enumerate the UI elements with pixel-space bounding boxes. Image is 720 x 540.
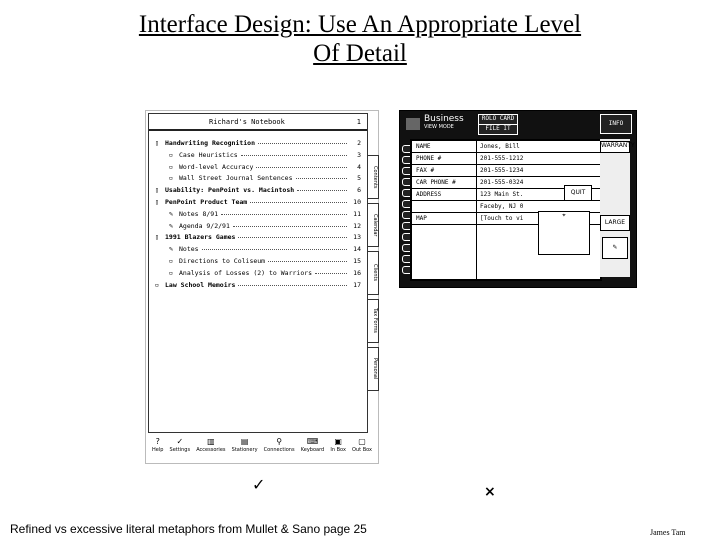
- list-item-label: Notes: [179, 245, 199, 254]
- list-item[interactable]: [153, 138, 365, 150]
- list-item-page: 15: [353, 256, 361, 265]
- file-it-button[interactable]: FILE IT: [478, 124, 518, 135]
- toolbar-label: Stationery: [231, 447, 258, 453]
- list-item-page: 3: [357, 150, 361, 159]
- card-field[interactable]: [412, 153, 600, 165]
- toolbar-label: Keyboard: [300, 447, 325, 453]
- card-field-key: FAX #: [416, 167, 435, 174]
- bookshelf-toolbar: [152, 437, 372, 461]
- pen-icon[interactable]: ✎: [602, 237, 628, 259]
- list-item-page: 6: [357, 186, 361, 195]
- list-item-label: Analysis of Losses (2) to Warriors: [179, 268, 313, 277]
- leader-dots: [297, 190, 347, 191]
- leader-dots: [268, 261, 347, 262]
- toolbar-item-stationery[interactable]: [232, 437, 258, 461]
- card-field-value: Faceby, NJ 0: [480, 203, 524, 210]
- list-item-label: Case Heuristics: [179, 150, 238, 159]
- list-item-page: 11: [353, 209, 361, 218]
- list-item-page: 2: [357, 139, 361, 147]
- card-field[interactable]: [412, 165, 600, 177]
- toolbar-icon: ⌨: [306, 437, 319, 446]
- leader-dots: [202, 249, 347, 250]
- page-icon: ▫: [168, 174, 174, 183]
- leader-dots: [250, 202, 347, 203]
- card-field[interactable]: [412, 141, 600, 153]
- card-side-panel: [600, 139, 635, 277]
- page-icon: ▫: [154, 280, 160, 289]
- doc-icon: ▯: [154, 233, 160, 242]
- list-item-page: 12: [353, 221, 361, 230]
- page-icon: ▫: [168, 256, 174, 265]
- list-item[interactable]: [153, 197, 365, 209]
- card-field-value: 123 Main St.: [480, 191, 524, 198]
- map-thumbnail-icon[interactable]: ⌖: [538, 211, 590, 255]
- tab-calendar[interactable]: Calendar: [368, 203, 379, 247]
- doc-icon: ▯: [154, 139, 160, 147]
- list-item-page: 16: [353, 268, 361, 277]
- author: James Tam: [650, 528, 686, 537]
- business-card-screenshot: [399, 110, 637, 288]
- notebook-screenshot: [145, 110, 379, 464]
- list-item-label: Agenda 9/2/91: [179, 221, 230, 230]
- card-name: Business: [424, 114, 464, 124]
- toolbar-label: Out Box: [352, 447, 372, 453]
- list-item[interactable]: [153, 232, 365, 244]
- list-item[interactable]: [153, 185, 365, 197]
- list-item[interactable]: [153, 268, 365, 280]
- card-field-value: Jones, Bill: [480, 143, 520, 150]
- toolbar-item-keyboard[interactable]: [301, 437, 325, 461]
- list-item-page: 14: [353, 245, 361, 254]
- list-item-label: PenPoint Product Team: [165, 197, 248, 206]
- card-fields: [410, 139, 602, 281]
- note-icon: ✎: [168, 209, 174, 218]
- leader-dots: [238, 237, 347, 238]
- page-icon: ▫: [168, 162, 174, 171]
- list-item-page: 17: [353, 280, 361, 289]
- list-item-page: 10: [353, 197, 361, 206]
- list-item-label: Law School Memoirs: [165, 280, 236, 289]
- toolbar-icon: ✓: [176, 437, 184, 446]
- notebook-page: [148, 113, 368, 433]
- list-item-label: Directions to Coliseum: [179, 256, 266, 265]
- doc-icon: ▯: [154, 197, 160, 206]
- notebook-tabs: [368, 155, 378, 395]
- list-item[interactable]: [153, 173, 365, 185]
- warranty-button[interactable]: WARRANTY: [600, 141, 630, 153]
- leader-dots: [241, 155, 347, 156]
- large-button[interactable]: LARGE: [600, 215, 630, 231]
- list-item[interactable]: [153, 280, 365, 292]
- slide-title: [0, 10, 720, 68]
- list-item[interactable]: [153, 256, 365, 268]
- toolbar-icon: ▤: [240, 437, 249, 446]
- card-logo-icon: [406, 118, 420, 130]
- list-item[interactable]: [153, 244, 365, 256]
- card-field-key: CAR PHONE #: [416, 179, 456, 186]
- card-field-key: NAME: [416, 143, 431, 150]
- toolbar-label: In Box: [330, 447, 346, 453]
- card-title: [424, 114, 464, 130]
- notebook-page-number: 1: [356, 118, 361, 126]
- toolbar-icon: ▢: [358, 437, 366, 446]
- toolbar-item-accessories[interactable]: [196, 437, 225, 461]
- slide-title-line-1: Interface Design: Use An Appropriate Level: [138, 11, 582, 38]
- page-icon: ▫: [168, 150, 174, 159]
- card-field-value: [Touch to vi: [480, 215, 524, 222]
- note-icon: ✎: [168, 221, 174, 230]
- card-subtitle: VIEW MODE: [424, 124, 454, 130]
- page-icon: ▫: [168, 268, 174, 277]
- list-item-page: 4: [357, 162, 361, 171]
- toolbar-item-help[interactable]: [152, 437, 163, 461]
- toolbar-icon: ?: [155, 437, 160, 446]
- list-item-label: Word-level Accuracy: [179, 162, 254, 171]
- list-item[interactable]: [153, 150, 365, 162]
- list-item[interactable]: [153, 221, 365, 233]
- toolbar-item-settings[interactable]: [170, 437, 191, 461]
- toolbar-label: Help: [152, 447, 164, 453]
- card-header: [400, 111, 636, 137]
- toolbar-label: Accessories: [196, 447, 226, 453]
- list-item-label: Usability: PenPoint vs. Macintosh: [165, 186, 295, 195]
- list-item-label: 1991 Blazers Games: [165, 233, 236, 242]
- note-icon: ✎: [168, 245, 174, 254]
- tab-tax-forms[interactable]: Tax Forms: [368, 299, 379, 343]
- card-field-key: ADDRESS: [416, 191, 442, 198]
- leader-dots: [221, 214, 347, 215]
- card-field-value: 201-555-1234: [480, 167, 524, 174]
- list-item[interactable]: [153, 162, 365, 174]
- leader-dots: [315, 273, 347, 274]
- doc-icon: ▯: [154, 186, 160, 195]
- notebook-header: [149, 114, 367, 131]
- toolbar-item-out-box[interactable]: [352, 437, 372, 461]
- toolbar-icon: ⚲: [276, 437, 283, 446]
- caption: Refined vs excessive literal metaphors from Mullet & Sano page 25: [10, 522, 367, 536]
- list-item-page: 13: [353, 233, 361, 242]
- tab-contents[interactable]: Contents: [368, 155, 379, 199]
- card-field-key: PHONE #: [416, 155, 442, 162]
- toolbar-item-connections[interactable]: [264, 437, 295, 461]
- leader-dots: [238, 285, 347, 286]
- toolbar-icon: ▣: [334, 437, 342, 446]
- toolbar-item-in-box[interactable]: [330, 437, 346, 461]
- notebook-title: Richard's Notebook: [209, 118, 285, 126]
- checkmark-icon: ✓: [252, 475, 266, 494]
- tab-personal[interactable]: Personal: [368, 347, 379, 391]
- list-item-label: Handwriting Recognition: [165, 139, 256, 147]
- tab-clients[interactable]: Clients: [368, 251, 379, 295]
- toolbar-label: Connections: [263, 447, 295, 453]
- leader-dots: [233, 226, 347, 227]
- list-item[interactable]: [153, 209, 365, 221]
- toolbar-icon: ▥: [207, 437, 215, 446]
- leader-dots: [256, 167, 347, 168]
- leader-dots: [296, 178, 347, 179]
- list-item-page: 5: [357, 174, 361, 183]
- toolbar-label: Settings: [169, 447, 191, 453]
- table-of-contents: [153, 138, 365, 291]
- info-button[interactable]: INFO: [600, 114, 632, 134]
- card-field-value: 201-555-0324: [480, 179, 524, 186]
- cross-icon: ×: [484, 484, 496, 500]
- leader-dots: [258, 143, 347, 144]
- card-field-value: 201-555-1212: [480, 155, 524, 162]
- list-item-label: Wall Street Journal Sentences: [179, 174, 293, 183]
- slide-title-line-2: Of Detail: [313, 40, 407, 67]
- card-field-key: MAP: [416, 215, 427, 222]
- quit-button[interactable]: QUIT: [564, 185, 592, 201]
- list-item-label: Notes 8/91: [179, 209, 219, 218]
- rolo-card-button[interactable]: ROLO CARD: [478, 114, 518, 125]
